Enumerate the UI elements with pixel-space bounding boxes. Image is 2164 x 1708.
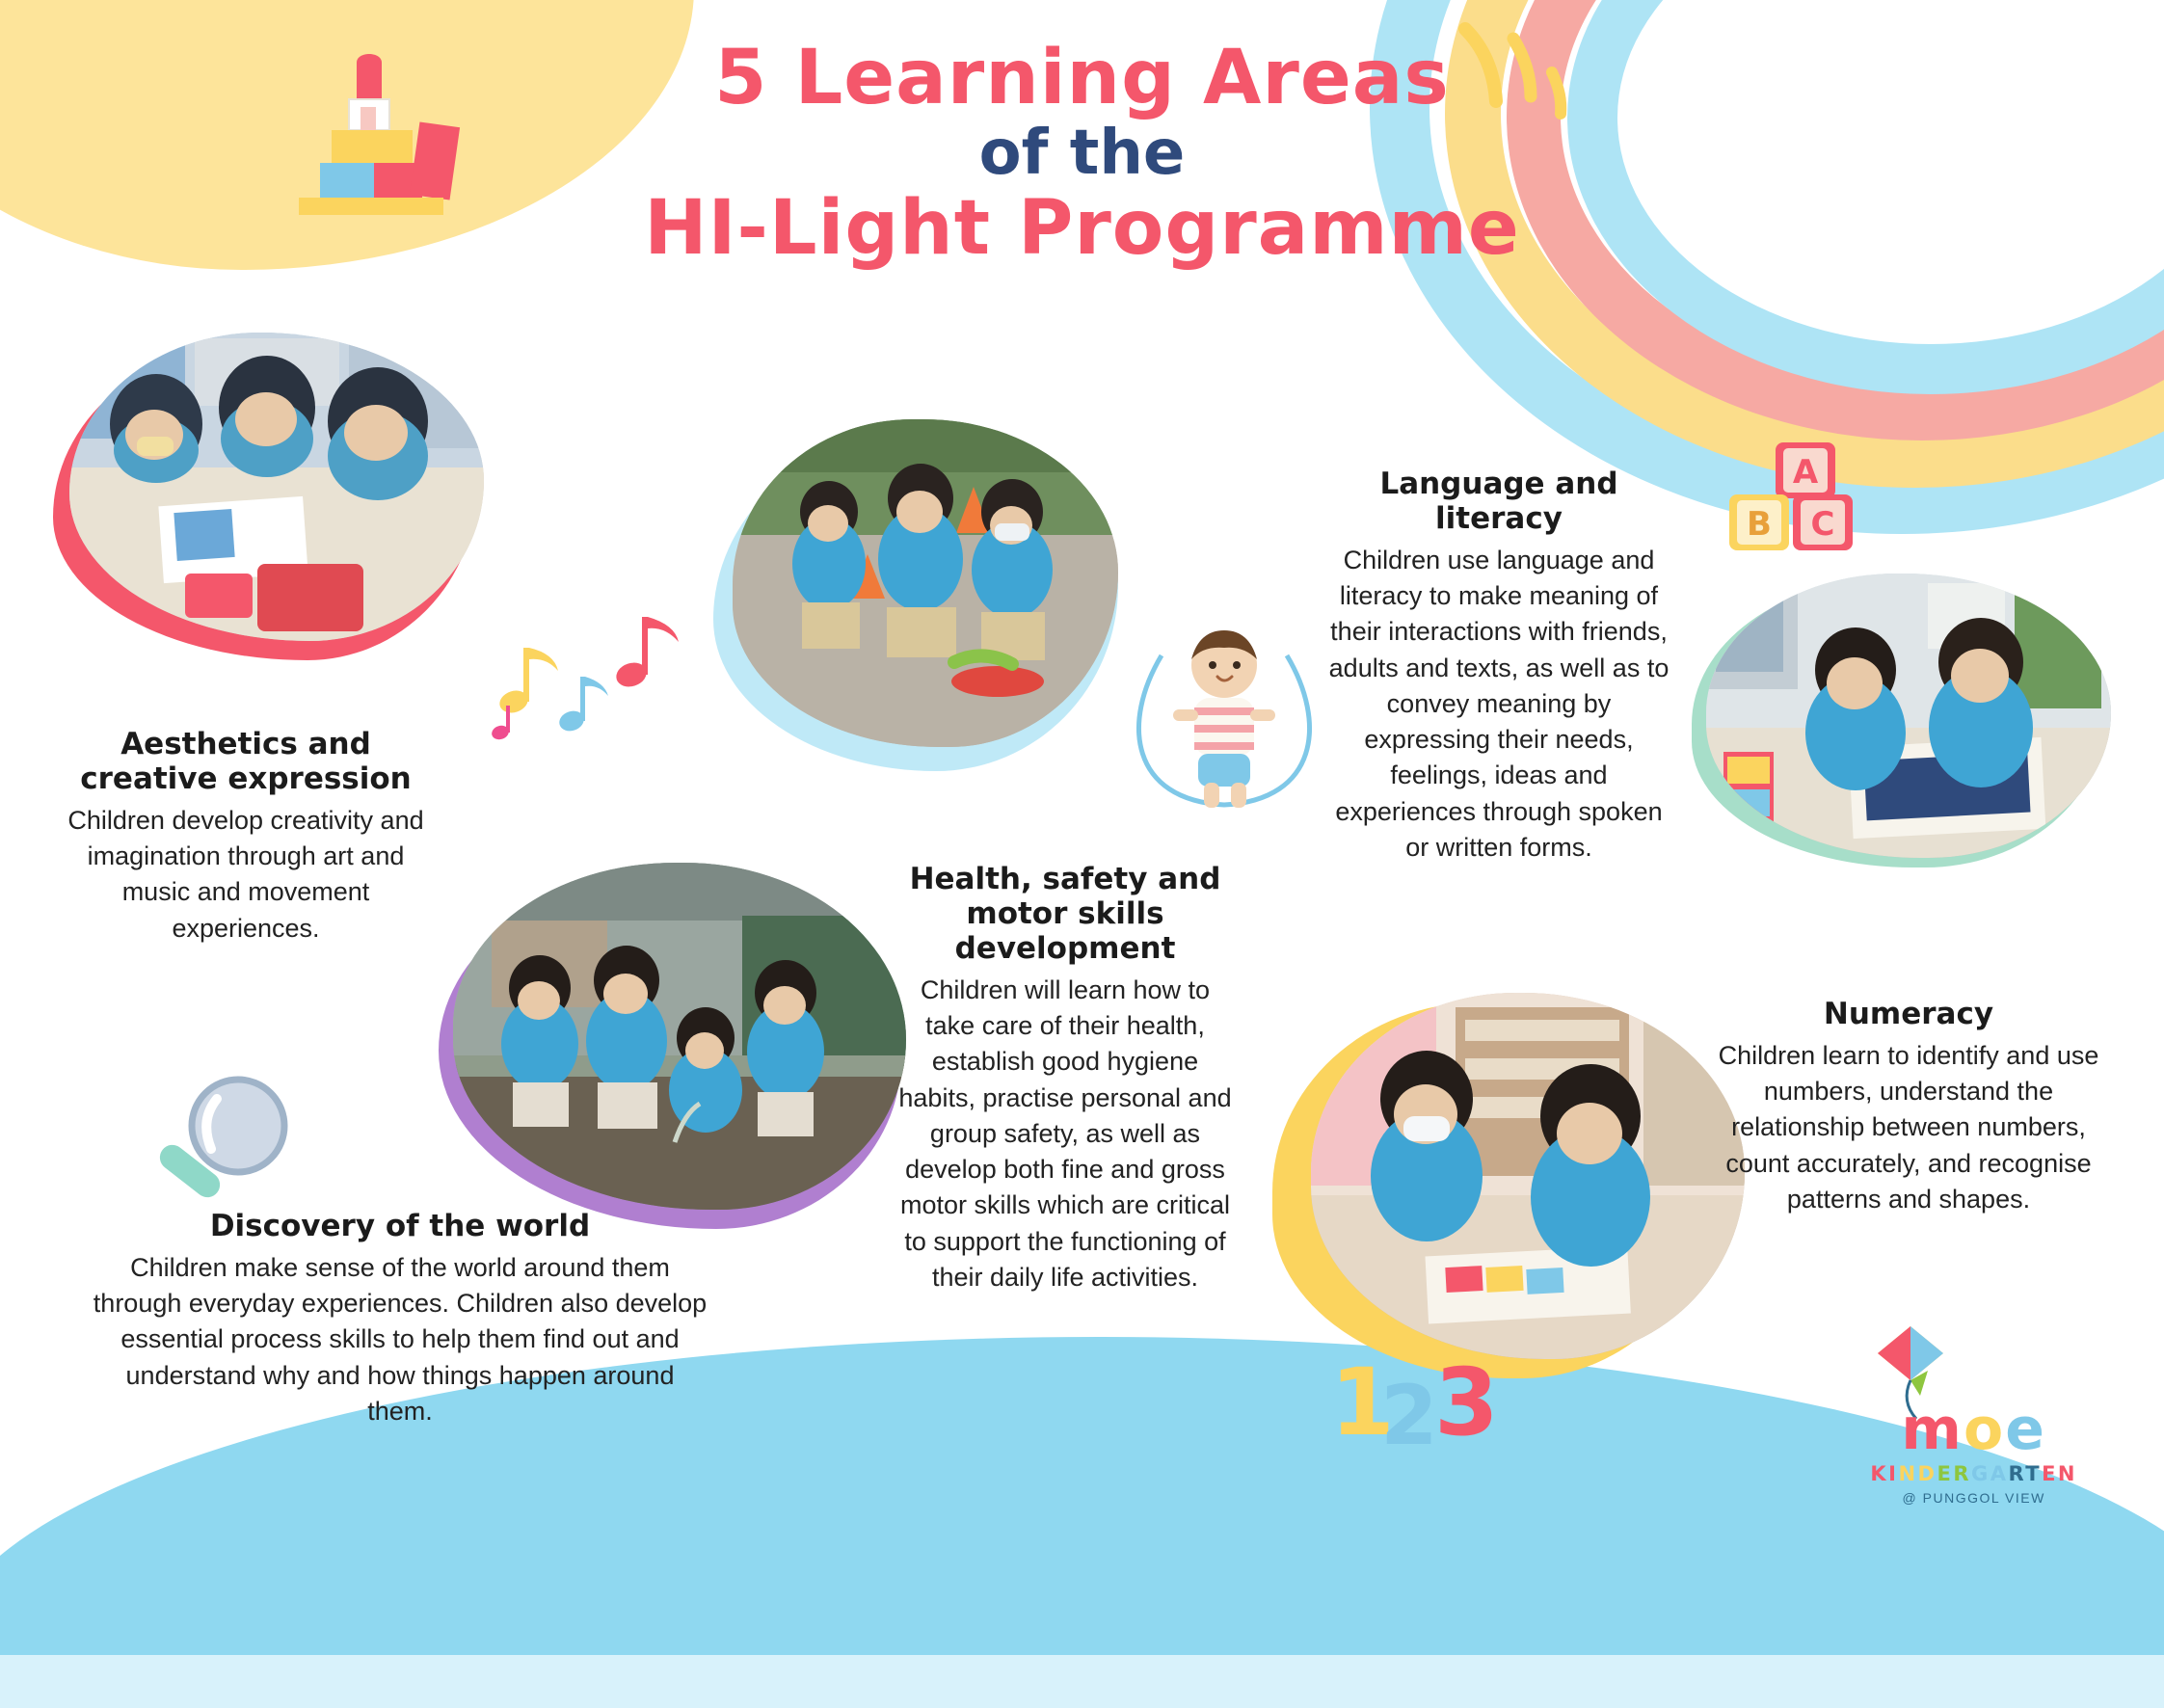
svg-text:2: 2 [1380, 1368, 1438, 1455]
child-skipping-rope-illustration [1133, 617, 1316, 834]
abc-blocks-illustration [1716, 439, 1870, 578]
section-aesthetics-body: Children develop creativity and imagination through art and music and movement experiences. [67, 805, 424, 943]
section-language-heading: Language and literacy [1379, 467, 1618, 536]
section-discovery [92, 1210, 708, 1429]
section-health-heading: Health, safety and motor skills development [909, 862, 1221, 966]
logo-kindergarten-text: KINDERGARTEN [1870, 1462, 2077, 1485]
logo-moe-text: moe [1901, 1396, 2046, 1463]
section-health [896, 863, 1234, 1295]
numbers-123-illustration [1321, 1330, 1513, 1460]
music-notes-icon [487, 617, 708, 747]
logo-location-text: @ PUNGGOL VIEW [1902, 1490, 2045, 1506]
section-numeracy-body: Children learn to identify and use numbers, understand the relationship between numbers, count accurately, and recognise patterns and shapes. [1718, 1040, 2099, 1214]
svg-text:B: B [1747, 505, 1772, 544]
section-health-body: Children will learn how to take care of their health, establish good hygiene habits, practise personal and group safety, as well as develop both fine and gross motor skills which are critical to support the functioning of their daily life activities. [898, 974, 1232, 1292]
svg-text:A: A [1792, 453, 1819, 492]
section-language [1321, 467, 1677, 866]
moe-kindergarten-logo [1870, 1396, 2077, 1506]
svg-text:C: C [1810, 505, 1835, 544]
photo-health-children-outdoor-play [733, 419, 1118, 747]
sparkle-icon [1446, 19, 1610, 169]
photo-language-children-writing [1706, 574, 2111, 858]
magnifying-glass-icon [149, 1070, 323, 1229]
section-numeracy [1716, 998, 2101, 1217]
section-numeracy-heading: Numeracy [1823, 997, 1994, 1031]
section-language-body: Children use language and literacy to make meaning of their interactions with friends, adults and texts, as well as to convey meaning by expressing their needs, feelings, ideas and experiences through spoken or written forms. [1328, 545, 1670, 862]
svg-text:3: 3 [1434, 1348, 1499, 1455]
poster-title-line2: of the [978, 117, 1186, 189]
section-discovery-heading: Discovery of the world [209, 1209, 591, 1243]
section-aesthetics [58, 728, 434, 947]
svg-text:1: 1 [1330, 1348, 1395, 1455]
photo-numeracy-children-counting [1311, 993, 1745, 1359]
poster-title-line3: HI-Light Programme [644, 185, 1520, 273]
section-discovery-body: Children make sense of the world around them through everyday experiences. Children also develop essential process skills to help them find out and understand why and how things happen around them. [93, 1252, 708, 1426]
poster-title-line1: 5 Learning Areas [714, 35, 1450, 121]
section-aesthetics-heading: Aesthetics and creative expression [80, 727, 412, 796]
poster-header [0, 35, 2164, 273]
